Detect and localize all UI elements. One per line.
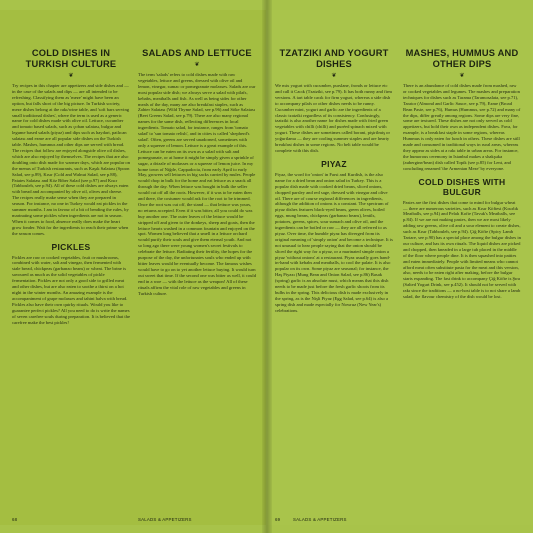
heading-pickles: PICKLES [51,241,91,252]
right-page [267,10,533,525]
column-mashes [403,48,521,300]
heading-salads: SALADS AND LETTUCE [142,48,252,58]
page-number-left: 68 [12,517,18,522]
body-salads: The term 'salads' refers to cold dishes made with raw vegetables, lettuce and greens, dressed with olive oil and lemon, vinegar, sumac or pomegranate molasses. Salads are our most popular side dish; we always serve a salad with pilafs, kebabs, meatballs and fish. As well as being sides for other meals of the day, many are also breakfast staples, such as Zahter Salatası (Wild Thyme Salad, see p.96) and Söke Salatası (Beet Greens Salad, see p.79). There are also many regional names for the same dish, reflecting differences in local ingredients. Tomato salad, for instance, ranges from 'tomato salad' to 'sun tomato relish', and in cities is called 'shepherd's salad'. Often, greens are served unadorned, sometimes with only a squeeze of lemon. Lettuce is a great example of this. Lettuce can be eaten on its own as a salad with salt and pomegranate, or at home it might be simply given a sprinkle of sugar, a drizzle of molasses or a squeeze of lemon juice. In my home town of Niğde, Cappadocia, from early April to early May, growers sell lettuces in big sacks carried by mules. People would chop in bulk for the home and eat lettuce as a snack all through the day. When lettuce was bought in bulk the seller would cut off all the roots. However, if it was to be eaten then and there, the costumer would ask for the root to be trimmed. Once the root was cut off, the stand — that lettuce was yours, no returns accepted. Even if it was bitter, all you could do was buy another one. The outer leaves of the lettuce would be stripped off and given to the donkeys, sheep and goats, then the lettuce hearts washed in a common fountain and enjoyed on the spot. Women long believed that a smell in a lettuce orchard would purify their souls and give them eternal youth. And not so long ago there were young women's secret festivals to celebrate the lettuce. Radiating their fertility, the hopes for the purpose of the day, the unfortunates souls who ended up with bitter leaves would be eventually become. The famous wishes would have to go on to yet another lettuce buying. It would turn out sweet that time. If the second one was bitter as well, it could end in a woe — with the lettuce as the weapon! All of these rituals affirm the vital role of raw vegetables and greens in Turkish culture. [138,72,257,296]
heading-tzatziki: TZATZIKI AND YOGURT DISHES [279,48,389,69]
ornament-icon: ❦ [331,73,337,79]
running-head-left: SALADS & APPETIZERS [138,517,192,522]
column-salads [138,48,256,296]
column-cold-dishes [12,48,130,325]
heading-cold-dishes: COLD DISHES IN TURKISH CULTURE [25,48,117,69]
body-piyaz: Piyaz, the word for 'onion' in Farsi and Kurdish, is the also name for a dried bean and onion salad in Turkey. This is a popular dish made with cooked dried beans, sliced onions, chopped parsley and red sage, dressed with vinegar and olive oil. There are of course regional differences in ingredients, although the addition of onions is a constant. The spectrum of piyaz dishes features black-eyed beans, green olives, boiled eggs, mung beans, chickpeas (garbanzo beans), lentils, potatoes, greens, spices, sour sumach and olive oil, and the ingredients can be boiled or raw — they are all referred to as piyaz. Over time, the humble piyaz has diverged from its original meaning of 'simply onion' and become a technique. It is not unusual to hear people saying that the onion should be sliced the right way for a piyaz, or a marinated simple onion a piyaz 'without onions' at a restaurant. Piyaz usually goes hand-in-hand with kebabs and meatballs, to cool the palate. It is also popular on its own. Some piyaz are seasonal; for instance, the Haş Piyazı (Mung Bean and Onion Salad, see p.86) Basak (spring) garlic is an absolute must, which means that this dish needs to be made just before the fresh garlic shoots from its bulbs in the spring. This delicious dish is made exclusively in the spring, as is the Nişli Piyaz (Egg Salad, see p.64) is also a spring dish and made especially for Nowruz (New Year's) celebrations. [275,171,393,313]
left-page [0,10,266,525]
body-tzatziki: We mix yogurt with cucumber, purslane, fronds or lettuce etc and call it Cacık (Tzatziki, see p.79). It has both runny and firm versions. A tart table cacık for firm yogurt, whereas a side dish to accompany pilafs or other dishes needs to be runny. Cucumber mint, yogurt and garlic are the ingredients of a classic tzatziki regardless of its consistency. Confusingly, tzatziki is also another name for dishes made with fried green vegetables with chilli (chilli) and puréed spinach mixed with yogurt. These dishes are sometimes called borani, pişirilmiş or yoğurtlama — they are cooling summer staples and are hearty breakfast dishes in some regions. No belt table would be complete with this dish. [275,83,392,153]
page-number-right: 69 [275,517,281,522]
heading-bulgur: COLD DISHES WITH BULGUR [418,176,506,197]
ornament-icon: ❦ [68,73,74,79]
body-pickles: Pickles are raw or cooked vegetables, fruit or mushrooms, combined with water, salt and vinegar, then fermented with stale bread, chickpeas (garbanzo beans) or wheat. The brine is savoured as much as the solid vegetables of pickle fermentation. Pickles are not only a good side to grilled meat and other dishes, but are also eaten to soothe a thirst on a hot night in the winter months. An amazing example is the accompaniment of grape molasses and tahini halva with bread. Pickles also have their own quirky rituals. Would you like to guarantee perfect pickles? All you need to do is write the names of seven carefree souls during preparation. It is believed that the carefree make the best pickles! [12,254,130,325]
column-tzatziki [275,48,393,314]
running-head-right: SALADS & APPETIZERS [293,517,347,522]
ornament-icon: ❦ [194,62,200,68]
book-gutter [262,0,272,533]
body-mashes: There is an abundance of cold dishes made from mashed, raw or cooked vegetables and legumes. The mashes and preparation techniques for dishes such as Tarama (Taramosalata, see p.71), Tarator (Almond and Garlic Sauce, see p.79), Ezme (Broad Bean Paste, see p.76), Humus (Hummus, see p.72) and many of the dips, differ greatly among regions. Some dips are very fine, some are textured. These dishes are not only served as cold appetizers, but hold their own as independent dishes. Fava, for example, is a breakfast staple in some regions, whereas Hummus is only eaten for lunch in others. These dishes are still made and consumed in traditional ways in rural areas, whereas they appear as sides at a rakı table in urban areas. For instance, the humorous ceremony in Istanbul makes a shakşuka (aubergine/bean) dish called Topik (see p.85) for Lent, and concluding renamed 'the Armenian Meze' by everyone. [403,83,521,171]
ornament-icon: ❦ [459,73,465,79]
heading-mashes: MASHES, HUMMUS AND OTHER DIPS [405,48,519,69]
body-cold-dishes: Try recipes in this chapter are appetizers and side dishes and — in the case of the salads and dips — are all intended to be refreshing. Classifying them as 'meze' might have been an option, but falls short of the big picture. In Turkish society, meze dishes belong at the rakı/wine table, and 'soft bars serving small traditional dishes', where the term is used as a generic name for cold dishes made with olive oil. Lettuce, cucumber and tomato based salads, such as çoban salatası, bulgur and legume based salads (piyaz) and dips such as haydari, patlıcan salatası and ezme are all popular side dishes on the Turkish table. Mashes, hummus and other dips are served with bread. The recipes that follow are enjoyed alongside olive oil dishes, which are also enjoyed by themselves. The recipes that are also doubling onto dish made for warmer days, which are popular on the menus of Turkish restaurants, such as Kaşık Salatası (Spoon Salad, see p.89), Kısır (Cold and Walnut Salad, see p.88), Patates Salatası and Köz Biber Salad (see p.97) and Kısır (Tabbouleh, see p.94). All of these cold dishes are always eaten with bread and accompanied by olive oil, olives and cheese. The recipes really make sense when they are prepared in season. For instance, no one in Turkey would eat pickles in the summer months. I am in favour of a bit of bending the rules, by marinating some pickles when ingredients are not in season. When it comes to food, absence really does make the heart grow fonder. Wait for the ingredients to reach their prime when the season comes. [12,83,131,236]
heading-piyaz: PIYAZ [321,158,347,169]
body-bulgur: Pastes are the first dishes that come to mind for bulgur wheat — there are numerous varieties, such as Kısır Köftesi (Kısırlık Meatballs, see p.94) and Pelalı Kofte (Tavuk's Meatballs, see p.84). If we are not making pastes, then we are most likely adding raw greens, olive oil and a sour element to create dishes, such as Kısır (Tabbouleh, see p.94). Çiğ Köfte (Spicy Lamb Tartare, see p.90) has a special place among the bulgur dishes in our culture, and has its own rituals. The liquid dishes are picked and chopped, then kneaded in a large tub placed in the middle of the floor where people dine. It is then squashed into patties and eaten immediately. People with limited means who cannot afford meat often substitute pasta for the meat and this version, also, needs to be eaten right after making, before the bulgur starts expanding. The fast drink to accompany Çiğ Köfte is Şıra (Salted Yogurt Drink, see p.452). It should not be served with rakı since the traditions — a no-host table is to not share a lamb salad, the flavour chemistry of the dish would be lost. [403,199,521,300]
